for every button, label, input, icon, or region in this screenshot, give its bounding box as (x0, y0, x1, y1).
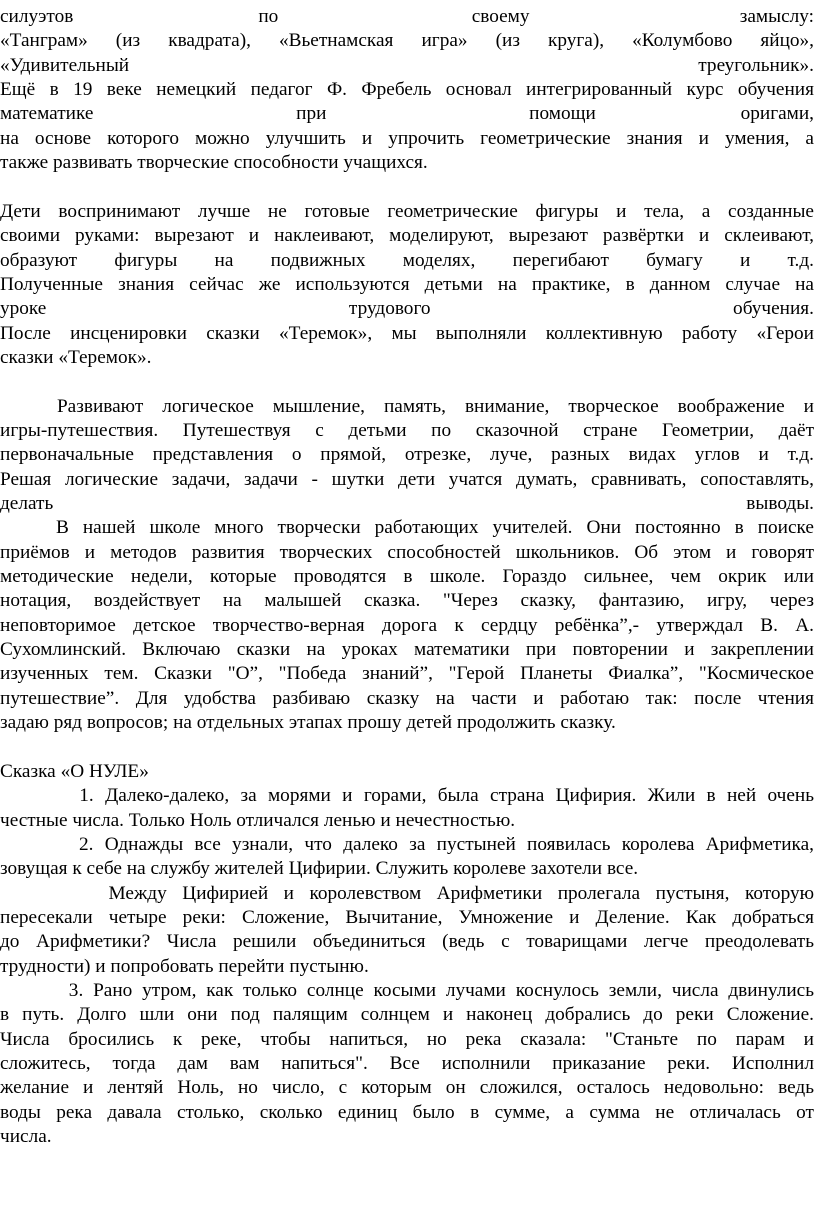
text-line: «Танграм» (из квадрата), «Вьетнамская игра» (из круга), «Колумбово яйцо», (0, 30, 814, 52)
text-line: пересекали четыре реки: Сложение, Вычитание, Умножение и Деление. Как добраться (0, 906, 814, 928)
text-line: приёмов и методов развития творческих способностей школьников. Об этом и говорят (0, 541, 814, 563)
text-line: желание и лентяй Ноль, но число, с которым он сложился, осталось недовольно: ведь (0, 1077, 814, 1099)
text-line: 2. Однажды все узнали, что далеко за пустыней появилась королева Арифметика, (0, 833, 814, 855)
text-line: 1. Далеко-далеко, за морями и горами, была страна Цифирия. Жили в ней очень (0, 785, 814, 807)
text-line: своими руками: вырезают и наклеивают, моделируют, вырезают развёртки и склеивают, (0, 225, 814, 247)
text-line: изученных тем. Сказки "О”, "Победа знаний”, "Герой Планеты Фиалка”, "Космическое (0, 663, 814, 685)
text-line: После инсценировки сказки «Теремок», мы выполняли коллективную работу «Герои (0, 322, 814, 344)
text-line: неповторимое детское творчество-верная дорога к сердцу ребёнка”,- утверждал В. А. (0, 614, 814, 636)
text-line: делать выводы. (0, 493, 814, 514)
text-line: на основе которого можно улучшить и упрочить геометрические знания и умения, а (0, 127, 814, 149)
text-line: в путь. Долго шли они под палящим солнцем и наконец добрались до реки Сложение. (0, 1004, 814, 1026)
text-line: воды река давала столько, сколько единиц было в сумме, а сумма не отличалась от (0, 1101, 814, 1123)
text-line: Ещё в 19 веке немецкий педагог Ф. Фребель основал интегрированный курс обучения (0, 79, 814, 101)
text-line: трудности) и попробовать перейти пустыню. (0, 955, 369, 977)
text-line: Числа бросились к реке, чтобы напиться, но река сказала: "Станьте по парам и (0, 1028, 814, 1050)
text-line: также развивать творческие способности учащихся. (0, 152, 428, 174)
text-line: числа. (0, 1126, 52, 1148)
text-line: первоначальные представления о прямой, отрезке, луче, разных видах углов и т.д. (0, 444, 814, 466)
text-line: уроке трудового обучения. (0, 298, 814, 320)
text-line: образуют фигуры на подвижных моделях, перегибают бумагу и т.д. (0, 249, 814, 271)
text-line: В нашей школе много творчески работающих учителей. Они постоянно в поиске (0, 517, 814, 539)
text-line: Развивают логическое мышление, память, внимание, творческое воображение и (0, 395, 814, 417)
text-line: Сухомлинский. Включаю сказки на уроках математики при повторении и закреплении (0, 639, 814, 661)
text-line: Полученные знания сейчас же используются детьми на практике, в данном случае на (0, 273, 814, 295)
text-line: сложитесь, тогда дам вам напиться". Все исполнили приказание реки. Исполнил (0, 1053, 814, 1075)
text-line: сказки «Теремок». (0, 346, 152, 368)
text-line: честные числа. Только Ноль отличался ленью и нечестностью. (0, 809, 516, 831)
text-line: до Арифметики? Числа решили объединиться (ведь с товарищами легче преодолевать (0, 931, 814, 953)
text-line: задаю ряд вопросов; на отдельных этапах прошу детей продолжить сказку. (0, 712, 616, 734)
text-line: нотация, воздействует на малышей сказка. "Через сказку, фантазию, игру, через (0, 590, 814, 612)
text-line: Решая логические задачи, задачи - шутки дети учатся думать, сравнивать, сопоставлять, (0, 468, 814, 490)
text-line: Сказка «О НУЛЕ» (0, 760, 149, 782)
text-line: математике при помощи оригами, (0, 103, 814, 125)
text-line: «Удивительный треугольник». (0, 54, 814, 76)
text-line: 3. Рано утром, как только солнце косыми лучами коснулось земли, числа двинулись (0, 980, 814, 1001)
text-line: методические недели, которые проводятся в школе. Гораздо сильнее, чем окрик или (0, 566, 814, 588)
text-line: силуэтов по своему замыслу: (0, 6, 814, 27)
text-line: зовущая к себе на службу жителей Цифирии. Служить королеве захотели все. (0, 858, 639, 880)
text-line: Между Цифирией и королевством Арифметики пролегала пустыня, которую (0, 882, 814, 904)
text-line: путешествие”. Для удобства разбиваю сказку на части и работаю так: после чтения (0, 687, 814, 709)
text-line: игры-путешествия. Путешествуя с детьми по сказочной стране Геометрии, даёт (0, 419, 814, 441)
text-line: Дети воспринимают лучше не готовые геометрические фигуры и тела, а созданные (0, 200, 814, 222)
